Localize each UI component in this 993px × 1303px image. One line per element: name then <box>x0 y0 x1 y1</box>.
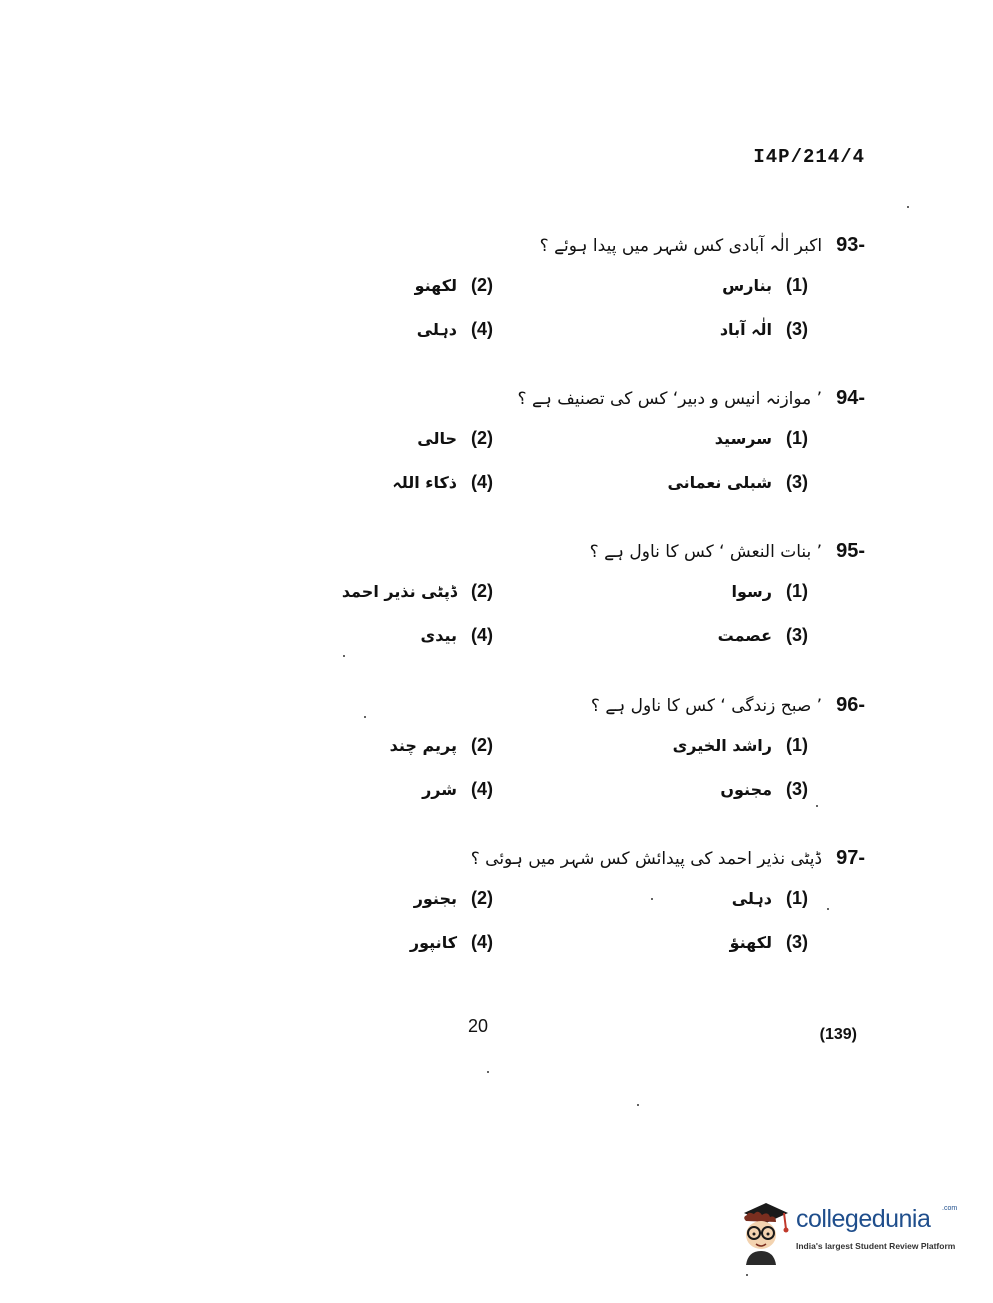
option-text: الٰہ آباد <box>719 319 772 339</box>
question-stem <box>471 841 865 875</box>
question-number: 96- <box>836 693 865 716</box>
scan-speck <box>827 908 829 910</box>
option-text: عصمت <box>717 625 772 645</box>
option-1 <box>732 883 808 913</box>
option-number: (1) <box>786 887 808 908</box>
option-4 <box>422 774 493 804</box>
option-number: (2) <box>471 887 493 908</box>
option-4 <box>421 620 493 650</box>
option-text: کانپور <box>409 932 457 952</box>
question-94 <box>0 381 993 501</box>
option-number: (2) <box>471 427 493 448</box>
page-number: 20 <box>468 1016 489 1036</box>
option-number: (3) <box>786 931 808 952</box>
option-text: حالی <box>417 428 457 448</box>
question-number: 94- <box>836 386 865 409</box>
option-text: ذکاء اللہ <box>392 472 457 492</box>
question-stem <box>590 534 865 568</box>
option-text: بیدی <box>420 625 457 645</box>
option-number: (3) <box>786 778 808 799</box>
option-text: مجنوں <box>720 779 772 799</box>
scan-speck <box>487 1071 489 1073</box>
scan-speck <box>816 805 818 807</box>
option-text: ڈپٹی نذیر احمد <box>341 581 457 601</box>
option-number: (4) <box>471 624 493 645</box>
option-4 <box>392 467 493 497</box>
option-1 <box>673 730 808 760</box>
question-text: ’ بنات النعش ‘ کس کا ناول ہے ؟ <box>589 541 823 562</box>
option-4 <box>417 314 493 344</box>
option-text: بجنور <box>413 888 457 908</box>
brand-name: collegedunia <box>796 1205 931 1233</box>
question-text: اکبر الٰہ آبادی کس شہر میں پیدا ہوئے ؟ <box>539 235 823 256</box>
question-text: ڈپٹی نذیر احمد کی پیدائش کس شہر میں ہوئی ؟ <box>470 848 823 869</box>
option-text: راشد الخیری <box>672 735 772 755</box>
option-2 <box>417 423 493 453</box>
scan-speck <box>343 655 345 657</box>
paper-code: (139) <box>819 1026 857 1043</box>
option-4 <box>410 927 493 957</box>
question-97 <box>0 841 993 961</box>
option-number: (4) <box>471 471 493 492</box>
question-96 <box>0 688 993 808</box>
option-2 <box>390 730 493 760</box>
option-text: دہلی <box>416 319 457 339</box>
scan-speck <box>746 1274 748 1276</box>
option-3 <box>667 467 808 497</box>
option-number: (2) <box>471 734 493 755</box>
option-number: (3) <box>786 624 808 645</box>
question-text: ’ صبح زندگی ‘ کس کا ناول ہے ؟ <box>590 695 823 716</box>
option-3 <box>730 927 808 957</box>
question-number: 93- <box>836 233 865 256</box>
option-3 <box>720 314 808 344</box>
question-text: ’ موازنہ انیس و دبیر‘ کس کی تصنیف ہے ؟ <box>517 388 823 409</box>
option-2 <box>415 270 493 300</box>
scan-speck <box>651 898 653 900</box>
question-93 <box>0 228 993 348</box>
option-text: شبلی نعمانی <box>667 472 772 492</box>
option-text: لکھنؤ <box>729 932 772 952</box>
option-text: سرسید <box>714 428 772 448</box>
option-number: (2) <box>471 580 493 601</box>
option-number: (3) <box>786 318 808 339</box>
option-2 <box>414 883 493 913</box>
option-text: رسوا <box>731 581 772 601</box>
question-stem <box>518 381 865 415</box>
paper-header-code: I4P/214/4 <box>753 146 865 168</box>
option-number: (1) <box>786 427 808 448</box>
option-number: (4) <box>471 318 493 339</box>
option-number: (1) <box>786 274 808 295</box>
scan-speck <box>364 716 366 718</box>
option-number: (4) <box>471 778 493 799</box>
option-number: (2) <box>471 274 493 295</box>
brand-domain-suffix: .com <box>942 1205 958 1212</box>
option-text: دہلی <box>731 888 772 908</box>
scan-speck <box>637 1104 639 1106</box>
option-text: پریم چند <box>389 735 457 755</box>
option-number: (4) <box>471 931 493 952</box>
option-2 <box>342 576 493 606</box>
option-number: (1) <box>786 734 808 755</box>
question-95 <box>0 534 993 654</box>
option-text: شرر <box>422 779 457 799</box>
option-1 <box>722 270 808 300</box>
scan-speck <box>907 206 909 208</box>
option-text: لکھنو <box>414 275 457 295</box>
option-1 <box>715 423 808 453</box>
question-stem <box>540 228 865 262</box>
option-number: (1) <box>786 580 808 601</box>
option-3 <box>718 620 808 650</box>
question-number: 97- <box>836 846 865 869</box>
option-1 <box>732 576 808 606</box>
option-text: بنارس <box>722 275 772 295</box>
question-number: 95- <box>836 539 865 562</box>
brand-tagline: India's largest Student Review Platform <box>796 1241 956 1251</box>
collegedunia-watermark <box>734 1195 964 1265</box>
mascot-logo-icon <box>734 1195 794 1265</box>
question-stem <box>591 688 865 722</box>
option-3 <box>720 774 808 804</box>
option-number: (3) <box>786 471 808 492</box>
